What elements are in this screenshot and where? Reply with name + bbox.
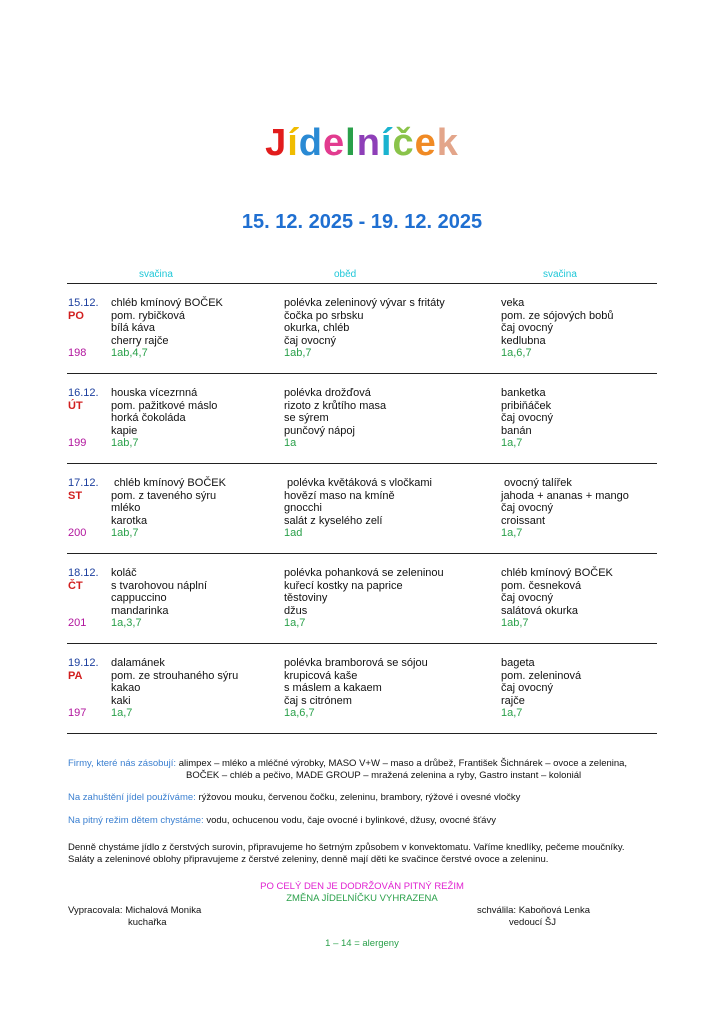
day-date: 19.12. [68, 657, 99, 669]
lunch-item: kuřecí kostky na paprice [284, 579, 403, 592]
lunch-item: hovězí maso na kmíně [284, 489, 395, 502]
snack2-item: pom. zeleninová [501, 669, 582, 682]
suppliers-line1 [68, 758, 627, 771]
snack2-item: salátová okurka [501, 604, 579, 617]
day-info [68, 657, 99, 720]
snack1-item: pom. rybičková [111, 309, 185, 322]
snack2-allergens: 1ab,7 [501, 617, 529, 629]
snack2-item: veka [501, 297, 525, 309]
spacer [68, 682, 99, 695]
snack1-item: horká čokoláda [111, 412, 186, 424]
prepared-by: Vypracovala: Michalová Monika [68, 905, 202, 916]
snack1-item: koláč [111, 567, 137, 579]
lunch-cell [284, 567, 444, 630]
note-line-1: Denně chystáme jídlo z čerstvých surovin, připravujeme ho šetrným způsobem v konvektomatu. Vaříme knedlíky, pečeme moučníky. [68, 842, 625, 853]
day-abbr: ÚT [68, 399, 83, 412]
lunch-allergens: 1a,6,7 [284, 707, 315, 719]
snack2-allergens: 1a,6,7 [501, 347, 532, 359]
suppliers-text1: alimpex – mléko a mléčné výrobky, MASO V+W – maso a drůbež, František Šichnárek – ovoce a zelenina, [178, 758, 628, 769]
snack2-cell [501, 297, 614, 360]
title-letter: J [265, 122, 288, 164]
snack1-item: karotka [111, 514, 148, 527]
snack2-cell [501, 387, 553, 450]
lunch-cell [284, 297, 445, 360]
lunch-item: čaj ovocný [284, 334, 336, 347]
day-date: 16.12. [68, 387, 99, 399]
snack2-item: rajče [501, 694, 525, 707]
snack1-allergens: 1ab,7 [111, 527, 139, 539]
snack2-item: banán [501, 424, 532, 437]
day-number: 200 [68, 527, 87, 539]
spacer [68, 502, 99, 515]
lunch-item: polévka drožďová [284, 387, 371, 399]
day-block [0, 567, 724, 647]
lunch-item: s máslem a kakaem [284, 682, 382, 694]
title-letter: d [298, 122, 323, 164]
day-info [68, 387, 99, 450]
snack1-item: mandarinka [111, 604, 169, 617]
title-letter: l [345, 122, 357, 164]
snack2-item: čaj ovocný [501, 682, 553, 694]
snack2-cell [501, 567, 613, 630]
title-letter: č [392, 122, 415, 164]
spacer [68, 695, 99, 708]
lunch-item: těstoviny [284, 592, 328, 604]
snack2-item: kedlubna [501, 334, 546, 347]
lunch-item: polévka bramborová se sójou [284, 657, 428, 669]
lunch-cell [284, 387, 386, 450]
snack1-item: cappuccino [111, 592, 167, 604]
snack2-item: chléb kmínový BOČEK [501, 567, 613, 579]
spacer [68, 592, 99, 605]
snack2-allergens: 1a,7 [501, 437, 523, 449]
snack1-item: bílá káva [111, 322, 156, 334]
lunch-item: polévka květáková s vločkami [284, 477, 432, 489]
drinking-regime-notice: PO CELÝ DEN JE DODRŽOVÁN PITNÝ REŽIM [260, 881, 464, 892]
day-block [0, 387, 724, 467]
drinking-text: vodu, ochucenou vodu, čaje ovocné i bylinkové, džusy, ovocné šťávy [206, 815, 496, 826]
lunch-cell [284, 657, 428, 720]
spacer [68, 322, 99, 335]
drinking-label: Na pitný režim dětem chystáme: [68, 815, 204, 826]
snack1-item: houska vícezrnná [111, 387, 198, 399]
snack1-allergens: 1a,7 [111, 707, 133, 719]
snack2-allergens: 1a,7 [501, 527, 523, 539]
note-line-2: Saláty a zeleninové oblohy připravujeme z čerstvé zeleniny, denně mají děti ke svačince čerstvé ovoce a zeleninu. [68, 854, 549, 865]
lunch-item: salát z kyselého zelí [284, 514, 383, 527]
day-abbr: ČT [68, 579, 83, 592]
snack2-item: čaj ovocný [501, 592, 553, 604]
snack2-item: čaj ovocný [501, 502, 553, 514]
column-header-snack2: svačina [543, 269, 577, 280]
snack1-item: kapie [111, 424, 138, 437]
lunch-item: okurka, chléb [284, 322, 350, 334]
lunch-item: gnocchi [284, 502, 322, 514]
spacer [68, 412, 99, 425]
spacer [68, 335, 99, 348]
day-abbr: ST [68, 489, 83, 502]
drinking-line [68, 815, 496, 828]
approved-by-role: vedoucí ŠJ [509, 917, 556, 928]
snack1-item: mléko [111, 502, 141, 514]
day-block [0, 477, 724, 557]
day-number: 197 [68, 707, 87, 719]
day-date: 18.12. [68, 567, 99, 579]
snack2-item: bageta [501, 657, 535, 669]
spacer [68, 605, 99, 618]
snack1-item: pom. pažitkové máslo [111, 399, 218, 412]
snack2-item: pribiňáček [501, 399, 552, 412]
suppliers-line2: BOČEK – chléb a pečivo, MADE GROUP – mražená zelenina a ryby, Gastro instant – koloniál [186, 770, 582, 781]
title-letter: e [323, 122, 346, 164]
day-number: 198 [68, 347, 87, 359]
day-number: 199 [68, 437, 87, 449]
snack1-item: chléb kmínový BOČEK [111, 477, 226, 489]
spacer [68, 425, 99, 438]
title-letter: e [414, 122, 437, 164]
day-number: 201 [68, 617, 87, 629]
snack1-item: pom. z taveného sýru [111, 489, 217, 502]
snack2-allergens: 1a,7 [501, 707, 523, 719]
lunch-allergens: 1a,7 [284, 617, 306, 629]
title-letter: í [287, 122, 299, 164]
column-header-lunch: oběd [334, 269, 357, 280]
menu-title [0, 122, 724, 165]
snack1-item: s tvarohovou náplní [111, 579, 208, 592]
snack2-item: croissant [501, 514, 546, 527]
snack2-item: pom. česneková [501, 579, 582, 592]
snack1-item: kaki [111, 694, 131, 707]
snack1-allergens: 1ab,4,7 [111, 347, 148, 359]
snack1-item: pom. ze strouhaného sýru [111, 669, 239, 682]
lunch-item: čočka po srbsku [284, 309, 364, 322]
snack2-item: čaj ovocný [501, 322, 553, 334]
snack1-allergens: 1ab,7 [111, 437, 139, 449]
snack1-item: cherry rajče [111, 334, 169, 347]
day-block [0, 657, 724, 737]
lunch-item: čaj s citrónem [284, 694, 352, 707]
thickening-label: Na zahuštění jídel používáme: [68, 792, 196, 803]
snack1-cell [111, 387, 217, 450]
lunch-item: džus [284, 604, 308, 617]
lunch-allergens: 1ab,7 [284, 347, 312, 359]
date-range: 15. 12. 2025 - 19. 12. 2025 [241, 211, 483, 233]
lunch-item: polévka zeleninový vývar s fritáty [284, 297, 445, 309]
column-header-snack1: svačina [139, 269, 173, 280]
lunch-item: punčový nápoj [284, 424, 355, 437]
snack1-cell [111, 477, 226, 540]
lunch-cell [284, 477, 432, 540]
thickening-line [68, 792, 520, 805]
day-date: 15.12. [68, 297, 99, 309]
snack2-cell [501, 477, 629, 540]
spacer [68, 515, 99, 528]
snack1-allergens: 1a,3,7 [111, 617, 142, 629]
snack1-item: chléb kmínový BOČEK [111, 297, 223, 309]
title-letter: n [356, 122, 381, 164]
allergen-note: 1 – 14 = alergeny [325, 938, 399, 949]
approved-by: schválila: Kaboňová Lenka [477, 905, 591, 916]
snack1-item: dalamánek [111, 657, 165, 669]
divider [67, 283, 657, 284]
snack2-item: pom. ze sójových bobů [501, 309, 614, 322]
snack1-cell [111, 297, 223, 360]
snack1-item: kakao [111, 682, 141, 694]
day-info [68, 567, 99, 630]
title-letter: k [436, 122, 459, 164]
lunch-allergens: 1ad [284, 527, 303, 539]
snack2-item: čaj ovocný [501, 412, 553, 424]
lunch-item: rizoto z krůtího masa [284, 399, 387, 412]
day-info [68, 477, 99, 540]
lunch-item: se sýrem [284, 412, 329, 424]
snack2-cell [501, 657, 581, 720]
thickening-text: rýžovou mouku, červenou čočku, zeleninu, brambory, rýžové i ovesné vločky [198, 792, 521, 803]
lunch-item: polévka pohanková se zeleninou [284, 567, 444, 579]
day-abbr: PA [68, 669, 83, 682]
snack2-item: banketka [501, 387, 546, 399]
lunch-allergens: 1a [284, 437, 297, 449]
day-info [68, 297, 99, 360]
snack1-cell [111, 657, 238, 720]
snack2-item: ovocný talířek [501, 477, 572, 489]
lunch-item: krupicová kaše [284, 669, 358, 682]
day-block [0, 297, 724, 377]
snack2-item: jahoda + ananas + mango [501, 489, 629, 502]
title-letter: í [380, 122, 393, 164]
snack1-cell [111, 567, 207, 630]
prepared-by-role: kuchařka [128, 917, 167, 928]
day-abbr: PO [68, 309, 84, 322]
suppliers-label: Firmy, které nás zásobují: [68, 758, 177, 769]
change-notice: ZMĚNA JÍDELNÍČKU VYHRAZENA [286, 893, 438, 904]
day-date: 17.12. [68, 477, 99, 489]
